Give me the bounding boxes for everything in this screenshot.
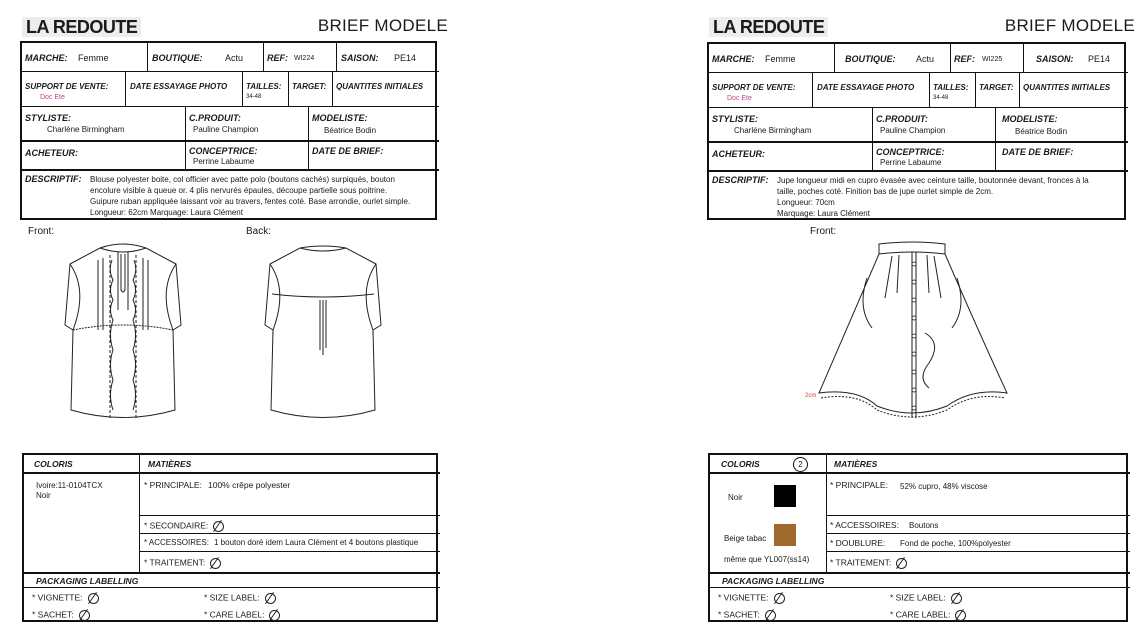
descriptif-label: DESCRIPTIF: — [712, 175, 769, 185]
marche-value: Femme — [78, 53, 109, 63]
doc-title: BRIEF MODELE — [317, 16, 448, 35]
empty-set-icon — [264, 592, 276, 604]
marche-label: MARCHE: — [25, 53, 68, 63]
header-table — [20, 41, 437, 220]
descriptif-text: Jupe longueur midi en cupro évasée avec ceinture taille, boutonnée devant, fronces à la taille, poches coté. Finition bas de jupe ourlet simple de 2cm. Longueur: 70cm Marquage: Laura Clément — [777, 176, 1089, 218]
modeliste-value: Béatrice Bodin — [1015, 127, 1068, 136]
brief-page-skirt — [705, 0, 1135, 642]
secondaire-label: * SECONDAIRE: — [144, 520, 224, 532]
acheteur-label: ACHETEUR: — [712, 149, 765, 159]
size-label-label: * SIZE LABEL: — [890, 592, 962, 604]
date-photo-label: DATE ESSAYAGE PHOTO — [130, 82, 228, 91]
matieres-label: MATIÈRES — [834, 459, 878, 469]
cproduit-label: C.PRODUIT: — [876, 114, 928, 124]
saison-label: SAISON: — [1036, 54, 1074, 64]
principale-value: 100% crêpe polyester — [208, 480, 291, 490]
modeliste-label: MODELISTE: — [1002, 114, 1058, 124]
empty-set-icon — [78, 609, 90, 621]
marche-label: MARCHE: — [712, 54, 755, 64]
vignette-label: * VIGNETTE: — [718, 592, 785, 604]
brand-logo: LA REDOUTE — [709, 17, 828, 37]
blouse-front-sketch — [58, 240, 188, 425]
support-value: Doc Ete — [40, 94, 65, 101]
front-label: Front: — [28, 226, 55, 237]
boutique-value: Actu — [225, 53, 244, 63]
sachet-label: * SACHET: — [32, 609, 90, 621]
conceptrice-value: Perrine Labaume — [193, 157, 255, 166]
principale-value: 52% cupro, 48% viscose — [900, 482, 988, 491]
date-photo-label: DATE ESSAYAGE PHOTO — [817, 83, 915, 92]
color-note: même que YL007(ss14) — [724, 555, 810, 564]
ref-value: WI225 — [982, 56, 1003, 63]
date-brief-label: DATE DE BRIEF: — [1002, 147, 1074, 157]
empty-set-icon — [773, 592, 785, 604]
quantites-label: QUANTITES INITIALES — [336, 82, 424, 91]
color-swatch-noir — [774, 485, 796, 507]
ref-label: REF: — [267, 53, 288, 63]
saison-value: PE14 — [394, 53, 417, 63]
coloris-label: COLORIS — [34, 459, 73, 469]
empty-set-icon — [209, 557, 221, 569]
descriptif-label: DESCRIPTIF: — [25, 174, 82, 184]
styliste-value: Charlène Birmingham — [47, 125, 125, 134]
empty-set-icon — [212, 520, 224, 532]
acheteur-label: ACHETEUR: — [25, 148, 78, 158]
cproduit-value: Pauline Champion — [193, 125, 259, 134]
color-swatch-beige-tabac — [774, 524, 796, 546]
matieres-label: MATIÈRES — [148, 459, 192, 469]
date-brief-label: DATE DE BRIEF: — [312, 146, 384, 156]
skirt-front-sketch — [817, 238, 1017, 428]
brief-page-blouse — [18, 0, 448, 642]
target-label: TARGET: — [979, 83, 1014, 92]
front-label: Front: — [810, 226, 837, 237]
conceptrice-value: Perrine Labaume — [880, 158, 942, 167]
back-label: Back: — [246, 226, 272, 237]
doc-title: BRIEF MODELE — [1004, 16, 1135, 35]
tailles-value: 34-48 — [933, 95, 949, 101]
size-label-label: * SIZE LABEL: — [204, 592, 276, 604]
tailles-label: TAILLES: — [933, 83, 969, 92]
empty-set-icon — [895, 557, 907, 569]
header-table — [707, 42, 1126, 220]
support-label: SUPPORT DE VENTE: — [712, 83, 796, 92]
saison-label: SAISON: — [341, 53, 379, 63]
doublure-label: * DOUBLURE: — [830, 538, 886, 548]
empty-set-icon — [268, 609, 280, 621]
color-beige-label: Beige tabac — [724, 534, 767, 543]
accessoires-value: Boutons — [909, 521, 939, 530]
care-label-label: * CARE LABEL: — [204, 609, 280, 621]
modeliste-value: Béatrice Bodin — [324, 126, 377, 135]
target-label: TARGET: — [292, 82, 327, 91]
sachet-label: * SACHET: — [718, 609, 776, 621]
ref-value: WI224 — [294, 55, 315, 62]
accessoires-label: * ACCESSOIRES: — [830, 520, 899, 530]
principale-label: * PRINCIPALE: — [144, 480, 202, 490]
empty-set-icon — [954, 609, 966, 621]
accessoires-value: 1 bouton doré idem Laura Clément et 4 boutons plastique — [214, 538, 419, 547]
empty-set-icon — [950, 592, 962, 604]
accessoires-label: * ACCESSOIRES: — [144, 538, 209, 547]
tailles-label: TAILLES: — [246, 82, 282, 91]
brand-logo: LA REDOUTE — [22, 17, 141, 37]
packaging-label: PACKAGING LABELLING — [36, 576, 139, 586]
cproduit-value: Pauline Champion — [880, 126, 946, 135]
boutique-label: BOUTIQUE: — [152, 53, 203, 63]
styliste-value: Charlène Birmingham — [734, 126, 812, 135]
tailles-value: 34-48 — [246, 94, 262, 100]
empty-set-icon — [764, 609, 776, 621]
color-noir: Noir — [36, 491, 51, 500]
color-noir-label: Noir — [728, 493, 743, 502]
care-label-label: * CARE LABEL: — [890, 609, 966, 621]
vignette-label: * VIGNETTE: — [32, 592, 99, 604]
conceptrice-label: CONCEPTRICE: — [189, 146, 258, 156]
traitement-label: * TRAITEMENT: — [830, 557, 907, 569]
saison-value: PE14 — [1088, 54, 1111, 64]
descriptif-text: Blouse polyester boite, col officier avec patte polo (boutons cachés) surpiqués, bouton encolure visible à queue or. 4 plis nervurés épaules, découpe partielle sous poitrine. Guipure ruban appliquée laissant voir au travers, fentes coté. Base arrondie, ourlet simple. Longueur: 62cm Marquage: Laura Clément — [90, 175, 411, 217]
materials-table — [22, 453, 438, 622]
quantites-label: QUANTITES INITIALES — [1023, 83, 1111, 92]
blouse-back-sketch — [258, 240, 388, 425]
coloris-count-badge: 2 — [793, 457, 808, 472]
modeliste-label: MODELISTE: — [312, 113, 368, 123]
packaging-label: PACKAGING LABELLING — [722, 576, 825, 586]
boutique-value: Actu — [916, 54, 935, 64]
boutique-label: BOUTIQUE: — [845, 54, 896, 64]
styliste-label: STYLISTE: — [712, 114, 759, 124]
materials-table — [708, 453, 1128, 622]
doublure-value: Fond de poche, 100%polyester — [900, 539, 1011, 548]
conceptrice-label: CONCEPTRICE: — [876, 147, 945, 157]
principale-label: * PRINCIPALE: — [830, 480, 888, 490]
marche-value: Femme — [765, 54, 796, 64]
support-value: Doc Ete — [727, 95, 752, 102]
styliste-label: STYLISTE: — [25, 113, 72, 123]
coloris-label: COLORIS — [721, 459, 760, 469]
traitement-label: * TRAITEMENT: — [144, 557, 221, 569]
cproduit-label: C.PRODUIT: — [189, 113, 241, 123]
color-ivoire: Ivoire:11-0104TCX — [36, 481, 103, 490]
ref-label: REF: — [954, 54, 975, 64]
support-label: SUPPORT DE VENTE: — [25, 82, 109, 91]
empty-set-icon — [87, 592, 99, 604]
hem-note: 2cm — [805, 393, 817, 399]
